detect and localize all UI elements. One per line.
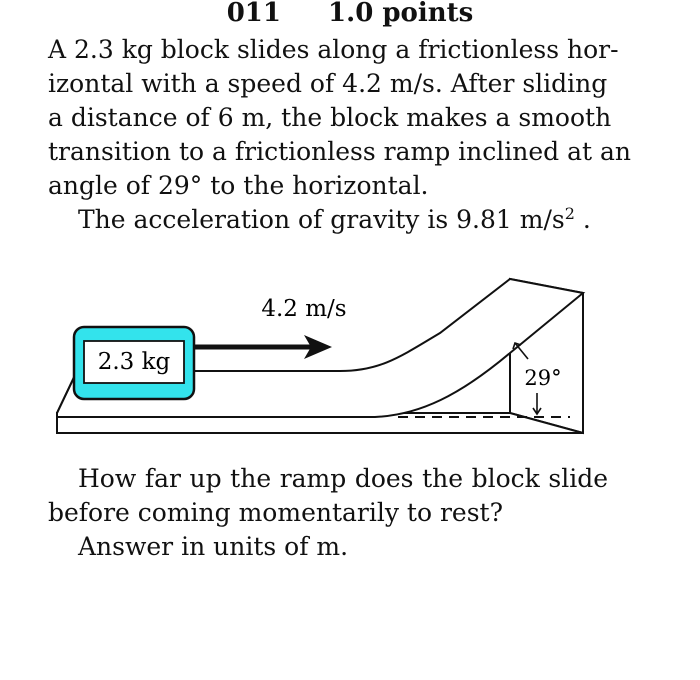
angle-label: 29° <box>524 366 562 390</box>
gravity-text: The acceleration of gravity is 9.81 m/s <box>78 205 565 234</box>
statement-line: a distance of 6 m, the block makes a smooth <box>48 103 612 132</box>
statement-line: angle of 29° to the horizontal. <box>48 171 429 200</box>
problem-number: 011 <box>226 0 281 28</box>
speed-label: 4.2 m/s <box>261 296 347 322</box>
problem-statement <box>48 33 632 237</box>
statement-line: A 2.3 kg block slides along a frictionless hor- <box>48 35 619 64</box>
answer-units: Answer in units of m. <box>78 532 349 561</box>
problem-points: 1.0 points <box>328 0 474 28</box>
mass-label: 2.3 kg <box>97 349 171 375</box>
statement-line: transition to a frictionless ramp inclined at an <box>48 137 632 166</box>
gravity-exponent: 2 <box>564 204 575 223</box>
question-text <box>48 462 608 564</box>
problem-header <box>0 0 700 28</box>
ramp-diagram <box>40 265 600 445</box>
gravity-statement <box>48 203 608 237</box>
question-line: How far up the ramp does the block slide <box>78 464 608 493</box>
question-line: before coming momentarily to rest? <box>48 498 503 527</box>
gravity-suffix: . <box>574 205 591 234</box>
statement-line: izontal with a speed of 4.2 m/s. After sliding <box>48 69 608 98</box>
